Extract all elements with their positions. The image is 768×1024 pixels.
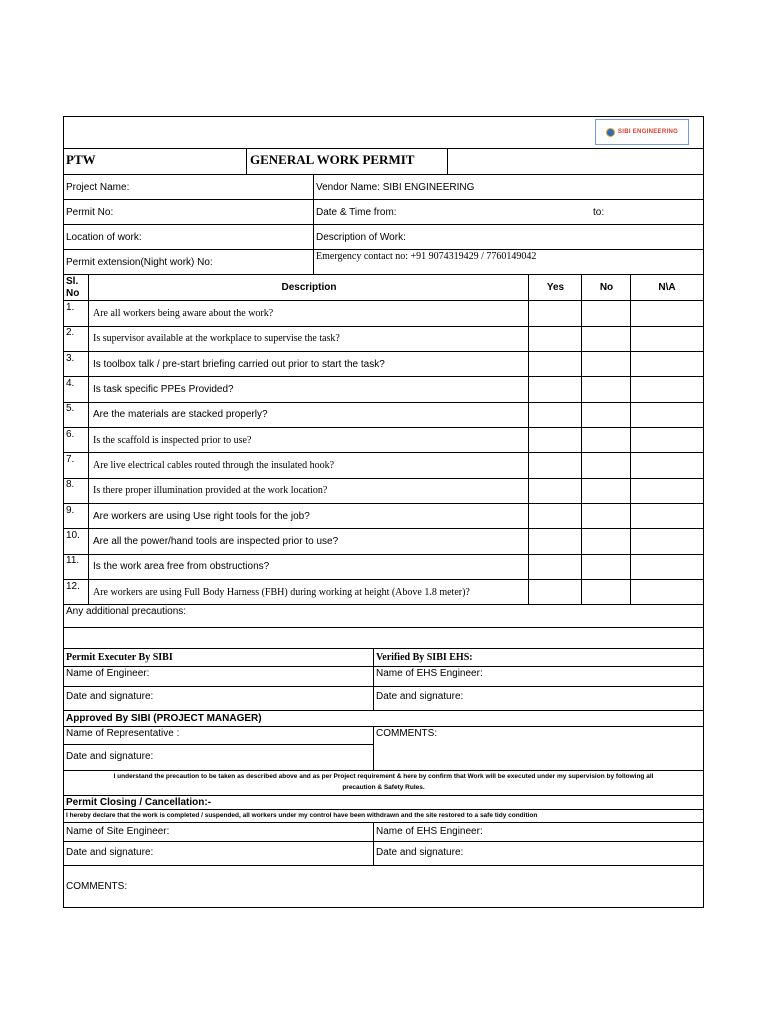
executer-date-row: [64, 687, 703, 711]
closing-statement: I hereby declare that the work is completed / suspended, all workers under my control have been withdrawn and the site restored to a safe tidy condition: [66, 812, 538, 819]
permit-no-label: Permit No:: [66, 207, 114, 218]
company-logo: [595, 119, 689, 145]
checklist-row: [64, 402, 703, 428]
checklist-item-number: 10.: [66, 530, 80, 541]
col-description: Description: [281, 282, 337, 293]
page-title: GENERAL WORK PERMIT: [250, 152, 415, 167]
checklist-no-cell[interactable]: [582, 554, 631, 579]
executer-title-row: [64, 649, 703, 667]
checklist-yes-cell[interactable]: [529, 377, 582, 402]
closing-date-right-label: Date and signature:: [376, 847, 464, 858]
ptw-label: PTW: [66, 152, 96, 167]
closing-date-left-label: Date and signature:: [66, 847, 154, 858]
checklist-item-number: 8.: [66, 479, 75, 491]
checklist-item-text: Are workers are using Use right tools for the job?: [93, 510, 310, 522]
executer-date-label: Date and signature:: [66, 691, 154, 702]
col-yes: Yes: [546, 282, 565, 293]
site-engineer-label: Name of Site Engineer:: [66, 826, 170, 837]
approved-comments-label: COMMENTS:: [376, 728, 438, 739]
checklist-no-cell[interactable]: [582, 478, 631, 503]
checklist-na-cell[interactable]: [631, 428, 703, 453]
checklist-no-cell[interactable]: [582, 428, 631, 453]
closing-ehs-engineer-label: Name of EHS Engineer:: [376, 826, 483, 837]
checklist-item-text: Is the scaffold is inspected prior to use?: [93, 434, 252, 446]
checklist-row: [64, 504, 703, 530]
approved-block: [64, 727, 703, 771]
checklist-yes-cell[interactable]: [529, 453, 582, 478]
checklist-yes-cell[interactable]: [529, 529, 582, 554]
additional-precautions-label: Any additional precautions:: [66, 606, 187, 617]
checklist-no-cell[interactable]: [582, 504, 631, 529]
declaration-line-1: I understand the precaution to be taken as described above and as per Project requirement & here by confirm that Work will be executed under my supervision by following all: [113, 773, 654, 780]
checklist-na-cell[interactable]: [631, 453, 703, 478]
checklist-item-number: 6.: [66, 428, 75, 440]
checklist-row: [64, 352, 703, 378]
date-time-to-label: to:: [593, 207, 605, 218]
checklist-item-text: Are live electrical cables routed through the insulated hook?: [93, 460, 335, 471]
checklist-na-cell[interactable]: [631, 478, 703, 503]
declaration-line-2: precaution & Safety Rules.: [342, 784, 425, 791]
approved-date-label: Date and signature:: [66, 751, 154, 762]
checklist-header: [64, 275, 703, 301]
blank-row: [64, 628, 703, 649]
checklist-na-cell[interactable]: [631, 377, 703, 402]
representative-label: Name of Representative :: [66, 728, 180, 739]
info-row-project: [64, 175, 703, 200]
checklist-item-number: 12.: [66, 580, 80, 592]
col-na: N\A: [658, 282, 676, 293]
description-label: Description of Work:: [316, 232, 406, 243]
checklist-item-number: 2.: [66, 327, 75, 339]
checklist-yes-cell[interactable]: [529, 554, 582, 579]
info-row-permit: [64, 200, 703, 225]
checklist-na-cell[interactable]: [631, 529, 703, 554]
closing-statement-row: [64, 810, 703, 823]
ehs-engineer-name-label: Name of EHS Engineer:: [376, 668, 483, 679]
executer-title: Permit Executer By SIBI: [66, 652, 173, 663]
checklist-no-cell[interactable]: [582, 377, 631, 402]
location-label: Location of work:: [66, 232, 142, 243]
approved-title: Approved By SIBI (PROJECT MANAGER): [66, 713, 262, 724]
checklist-item-number: 9.: [66, 504, 75, 516]
checklist-item-number: 11.: [66, 555, 80, 567]
closing-comments-label: COMMENTS:: [66, 881, 128, 892]
checklist-row: [64, 554, 703, 580]
engineer-name-row: [64, 667, 703, 687]
checklist-item-text: Is supervisor available at the workplace to supervise the task?: [93, 333, 340, 345]
col-sl-no: Sl. No: [66, 276, 80, 299]
date-time-from-label: Date & Time from:: [316, 207, 397, 218]
closing-title-row: [64, 796, 703, 810]
checklist-yes-cell[interactable]: [529, 504, 582, 529]
checklist-na-cell[interactable]: [631, 352, 703, 377]
company-logo-icon: [606, 128, 615, 137]
checklist-no-cell[interactable]: [582, 529, 631, 554]
checklist-yes-cell[interactable]: [529, 580, 582, 605]
checklist-no-cell[interactable]: [582, 352, 631, 377]
closing-title: Permit Closing / Cancellation:-: [66, 797, 212, 808]
engineer-name-label: Name of Engineer:: [66, 668, 150, 679]
info-row-location: [64, 225, 703, 250]
checklist-na-cell[interactable]: [631, 554, 703, 579]
checklist-row: [64, 580, 703, 606]
col-no: No: [599, 282, 614, 293]
checklist-row: [64, 529, 703, 555]
info-row-extension: [64, 250, 703, 275]
title-row: [64, 149, 703, 175]
checklist-item-number: 1.: [66, 302, 75, 313]
checklist-no-cell[interactable]: [582, 301, 631, 326]
closing-date-row: [64, 842, 703, 866]
checklist-na-cell[interactable]: [631, 580, 703, 605]
checklist-yes-cell[interactable]: [529, 428, 582, 453]
checklist-row: [64, 428, 703, 454]
checklist-row: [64, 478, 703, 504]
additional-precautions-row: [64, 605, 703, 628]
checklist-row: [64, 326, 703, 352]
checklist-row: [64, 301, 703, 327]
closing-comments-row: [64, 866, 703, 907]
extension-label: Permit extension(Night work) No:: [66, 257, 213, 268]
checklist-yes-cell[interactable]: [529, 402, 582, 427]
checklist-row: [64, 377, 703, 403]
checklist-yes-cell[interactable]: [529, 301, 582, 326]
checklist-yes-cell[interactable]: [529, 352, 582, 377]
checklist-item-text: Are the materials are stacked properly?: [93, 409, 268, 421]
checklist-item-text: Is toolbox talk / pre-start briefing carried out prior to start the task?: [93, 358, 385, 370]
checklist-yes-cell[interactable]: [529, 478, 582, 503]
checklist-item-text: Is task specific PPEs Provided?: [93, 384, 234, 395]
emergency-contact: Emergency contact no: +91 9074319429 / 7760149042: [316, 251, 537, 262]
checklist-item-text: Are workers are using Full Body Harness (FBH) during working at height (Above 1.8 meter)?: [93, 586, 470, 598]
checklist-na-cell[interactable]: [631, 326, 703, 351]
checklist-na-cell[interactable]: [631, 301, 703, 326]
closing-names-row: [64, 823, 703, 842]
checklist-item-number: 3.: [66, 352, 75, 364]
checklist-no-cell[interactable]: [582, 580, 631, 605]
verified-title: Verified By SIBI EHS:: [376, 652, 473, 663]
work-permit-form: [63, 116, 704, 908]
project-name-label: Project Name:: [66, 182, 130, 193]
checklist-item-text: Is the work area free from obstructions?: [93, 561, 270, 573]
checklist-item-text: Is there proper illumination provided at the work location?: [93, 485, 328, 497]
vendor-name-label: Vendor Name: SIBI ENGINEERING: [316, 182, 475, 193]
checklist-yes-cell[interactable]: [529, 326, 582, 351]
checklist-no-cell[interactable]: [582, 453, 631, 478]
checklist-no-cell[interactable]: [582, 326, 631, 351]
checklist-no-cell[interactable]: [582, 402, 631, 427]
logo-row: [64, 117, 703, 149]
verified-date-label: Date and signature:: [376, 691, 464, 702]
checklist-item-number: 4.: [66, 378, 75, 389]
checklist-na-cell[interactable]: [631, 402, 703, 427]
checklist-row: [64, 453, 703, 479]
logo-text: SIBI ENGINEERING: [617, 129, 679, 135]
checklist-item-number: 5.: [66, 403, 75, 415]
checklist-item-text: Are all workers being aware about the work?: [93, 308, 274, 319]
checklist-item-text: Are all the power/hand tools are inspected prior to use?: [93, 536, 339, 547]
checklist-item-number: 7.: [66, 454, 75, 465]
approved-title-row: [64, 711, 703, 727]
checklist-na-cell[interactable]: [631, 504, 703, 529]
declaration-row: [64, 771, 703, 796]
